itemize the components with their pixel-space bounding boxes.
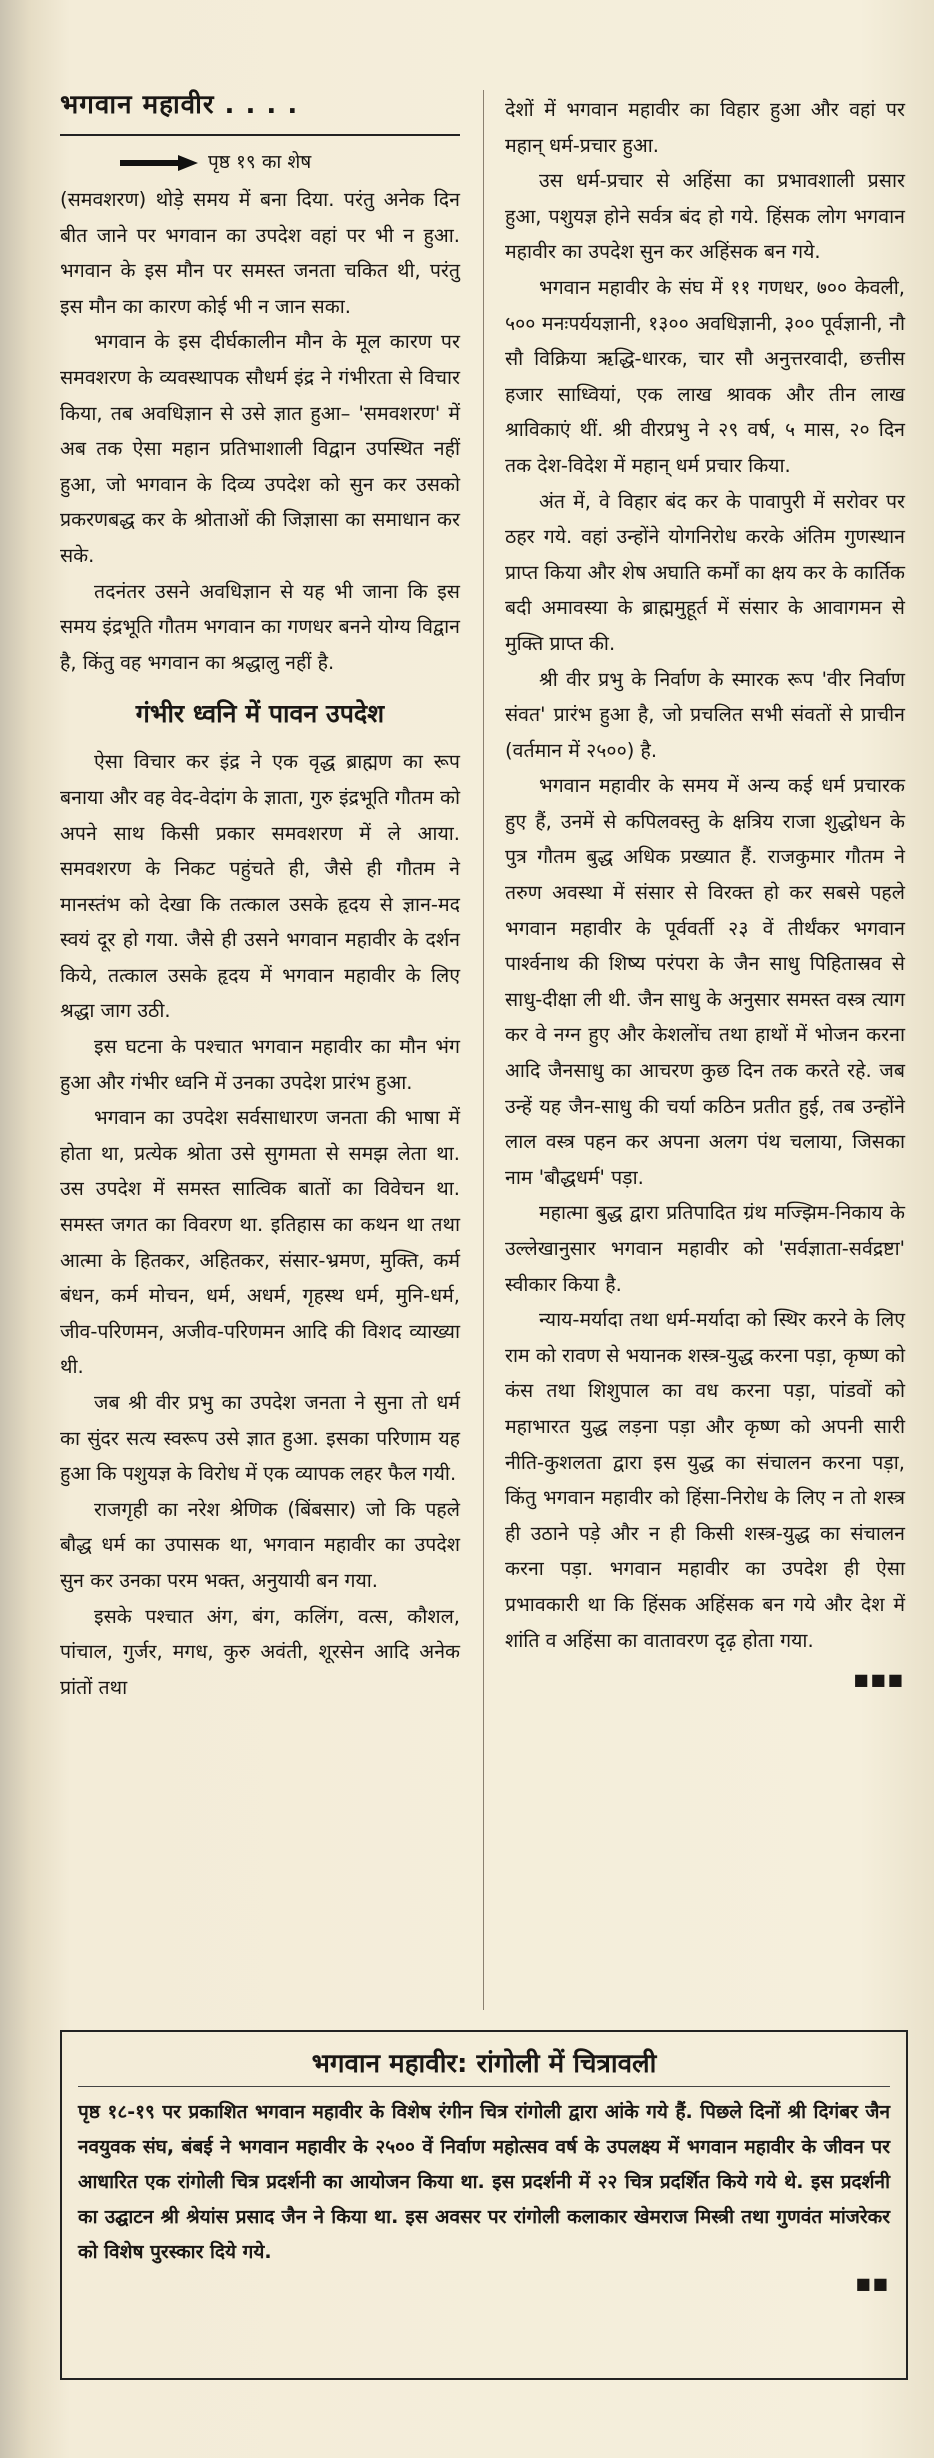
paragraph: इसके पश्चात अंग, बंग, कलिंग, वत्स, कौशल, पांचाल, गुर्जर, मगध, कुरु अवंती, शूरसेन आदि अनेक प्रांतों तथा xyxy=(60,1604,460,1699)
paragraph: श्री वीर प्रभु के निर्वाण के स्मारक रूप 'वीर निर्वाण संवत' प्रारंभ हुआ है, जो प्रचलित सभी संवतों से प्राचीन (वर्तमान में २५००) है. xyxy=(505,667,905,762)
continued-from-label: पृष्ठ १९ का शेष xyxy=(208,151,312,174)
paragraph: ऐसा विचार कर इंद्र ने एक वृद्ध ब्राह्मण का रूप बनाया और वह वेद-वेदांग के ज्ञाता, गुरु इंद्रभूति गौतम को अपने साथ किसी प्रकार समवशरण में ले आया. समवशरण के निकट पहुंचते ही, जैसे ही गौतम ने मानस्तंभ को देखा कि तत्काल उसके हृदय से ज्ञान-मद स्वयं दूर हो गया. जैसे ही उसने भगवान महावीर के दर्शन किये, तत्काल उसके हृदय में भगवान महावीर के लिए श्रद्धा जाग उठी. xyxy=(60,750,460,1023)
left-column xyxy=(60,80,460,1705)
right-column xyxy=(505,92,905,1698)
paragraph: राजगृही का नरेश श्रेणिक (बिंबसार) जो कि पहले बौद्ध धर्म का उपासक था, भगवान महावीर का उपदेश सुन कर उनका परम भक्त, अनुयायी बन गया. xyxy=(60,1497,460,1592)
paragraph: (समवशरण) थोड़े समय में बना दिया. परंतु अनेक दिन बीत जाने पर भगवान का उपदेश वहां पर भी न हुआ. भगवान के इस मौन पर समस्त जनता चकित थी, परंतु इस मौन का कारण कोई भी न जान सका. xyxy=(60,188,460,318)
paragraph: भगवान के इस दीर्घकालीन मौन के मूल कारण पर समवशरण के व्यवस्थापक सौधर्म इंद्र ने गंभीरता से विचार किया, तब अवधिज्ञान से उसे ज्ञात हुआ– 'समवशरण' में अब तक ऐसा महान प्रतिभाशाली विद्वान उपस्थित नहीं हुआ, जो भगवान के दिव्य उपदेश को सुन कर उसको प्रकरणबद्ध कर के श्रोताओं की जिज्ञासा का समाधान कर सके. xyxy=(60,330,460,567)
column-divider xyxy=(483,90,484,2010)
continued-from xyxy=(120,144,460,182)
end-mark: ■■ xyxy=(855,2274,890,2293)
paragraph: भगवान महावीर के समय में अन्य कई धर्म प्रचारक हुए हैं, उनमें से कपिलवस्तु के क्षत्रिय राजा शुद्धोधन के पुत्र गौतम बुद्ध अधिक प्रख्यात हैं. राजकुमार गौतम ने तरुण अवस्था में संसार से विरक्त हो कर सबसे पहले भगवान महावीर के पूर्ववर्ती २३ वें तीर्थंकर भगवान पार्श्वनाथ की शिष्य परंपरा के जैन साधु पिहितास्रव से साधु-दीक्षा ली थी. जैन साधु के अनुसार समस्त वस्त्र त्याग कर वे नग्न हुए और केशलोंच तथा हाथों में भोजन करना आदि जैनसाधु का आचरण कुछ दिन तक करते रहे. जब उन्हें यह जैन-साधु की चर्या कठिन प्रतीत हुई, तब उन्होंने लाल वस्त्र पहन कर अपना अलग पंथ चलाया, जिसका नाम 'बौद्धधर्म' पड़ा. xyxy=(505,774,905,1189)
paragraph: इस घटना के पश्चात भगवान महावीर का मौन भंग हुआ और गंभीर ध्वनि में उनका उपदेश प्रारंभ हुआ. xyxy=(60,1035,460,1094)
end-mark: ■■■ xyxy=(853,1670,905,1690)
box-body: पृष्ठ १८-१९ पर प्रकाशित भगवान महावीर के विशेष रंगीन चित्र रांगोली द्वारा आंके गये हैं. पिछले दिनों श्री दिगंबर जैन नवयुवक संघ, बंबई ने भगवान महावीर के २५०० वें निर्वाण महोत्सव वर्ष के उपलक्ष्य में भगवान महावीर के जीवन पर आधारित एक रांगोली चित्र प्रदर्शनी का आयोजन किया था. इस प्रदर्शनी में २२ चित्र प्रदर्शित किये गये थे. इस प्रदर्शनी का उद्घाटन श्री श्रेयांस प्रसाद जैन ने किया था. इस अवसर पर रांगोली कलाकार खेमराज मिस्त्री तथा गुणवंत मांजरेकर को विशेष पुरस्कार दिये गये. xyxy=(78,2101,890,2263)
paragraph: भगवान महावीर के संघ में ११ गणधर, ७०० केवली, ५०० मनःपर्ययज्ञानी, १३०० अवधिज्ञानी, ३०० पूर्वज्ञानी, नौ सौ विक्रिया ऋद्धि-धारक, चार सौ अनुत्तरवादी, छत्तीस हजार साध्वियां, एक लाख श्रावक और तीन लाख श्राविकाएं थीं. श्री वीरप्रभु ने २९ वर्ष, ५ मास, २० दिन तक देश-विदेश में महान् धर्म प्रचार किया. xyxy=(505,275,905,477)
article-title: भगवान महावीर . . . . xyxy=(60,80,460,136)
box-title: भगवान महावीर: रांगोली में चित्रावली xyxy=(78,2042,890,2087)
paragraph: भगवान का उपदेश सर्वसाधारण जनता की भाषा में होता था, प्रत्येक श्रोता उसे सुगमता से समझ लेता था. उस उपदेश में समस्त सात्विक बातों का विवेचन था. समस्त जगत का विवरण था. इतिहास का कथन था तथा आत्मा के हितकर, अहितकर, संसार-भ्रमण, मुक्ति, कर्म बंधन, कर्म मोचन, धर्म, अधर्म, गृहस्थ धर्म, मुनि-धर्म, जीव-परिणमन, अजीव-परिणमन आदि की विशद व्याख्या थी. xyxy=(60,1106,460,1379)
paragraph: तदनंतर उसने अवधिज्ञान से यह भी जाना कि इस समय इंद्रभूति गौतम भगवान का गणधर बनने योग्य विद्वान है, किंतु वह भगवान का श्रद्धालु नहीं है. xyxy=(60,579,460,674)
paragraph: जब श्री वीर प्रभु का उपदेश जनता ने सुना तो धर्म का सुंदर सत्य स्वरूप उसे ज्ञात हुआ. इसका परिणाम यह हुआ कि पशुयज्ञ के विरोध में एक व्यापक लहर फैल गयी. xyxy=(60,1391,460,1486)
arrow-right-icon xyxy=(120,155,198,171)
section-subheading: गंभीर ध्वनि में पावन उपदेश xyxy=(135,699,385,729)
paragraph: अंत में, वे विहार बंद कर के पावापुरी में सरोवर पर ठहर गये. वहां उन्होंने योगनिरोध करके अंतिम गुणस्थान प्राप्त किया और शेष अघाति कर्मों का क्षय कर के कार्तिक बदी अमावस्या के ब्राह्ममुहूर्त में संसार के आवागमन से मुक्ति प्राप्त की. xyxy=(505,489,905,655)
paragraph: उस धर्म-प्रचार से अहिंसा का प्रभावशाली प्रसार हुआ, पशुयज्ञ होने सर्वत्र बंद हो गये. हिंसक लोग भगवान महावीर का उपदेश सुन कर अहिंसक बन गये. xyxy=(505,169,905,264)
paragraph: देशों में भगवान महावीर का विहार हुआ और वहां पर महान् धर्म-प्रचार हुआ. xyxy=(505,98,905,157)
rangoli-notice-box xyxy=(60,2030,908,2380)
paragraph: महात्मा बुद्ध द्वारा प्रतिपादित ग्रंथ मज्झिम-निकाय के उल्लेखानुसार भगवान महावीर को 'सर्वज्ञाता-सर्वद्रष्टा' स्वीकार किया है. xyxy=(505,1201,905,1296)
paragraph: न्याय-मर्यादा तथा धर्म-मर्यादा को स्थिर करने के लिए राम को रावण से भयानक शस्त्र-युद्ध करना पड़ा, कृष्ण को कंस तथा शिशुपाल का वध करना पड़ा, पांडवों को महाभारत युद्ध लड़ना पड़ा और कृष्ण को अपनी सारी नीति-कुशलता द्वारा इस युद्ध का संचालन करना पड़ा, किंतु भगवान महावीर को हिंसा-निरोध के लिए न तो शस्त्र ही उठाने पड़े और न ही किसी शस्त्र-युद्ध का संचालन करना पड़ा. भगवान महावीर का उपदेश ही ऐसा प्रभावकारी था कि हिंसक अहिंसक बन गये और देश में शांति व अहिंसा का वातावरण दृढ़ होता गया. xyxy=(505,1308,906,1652)
